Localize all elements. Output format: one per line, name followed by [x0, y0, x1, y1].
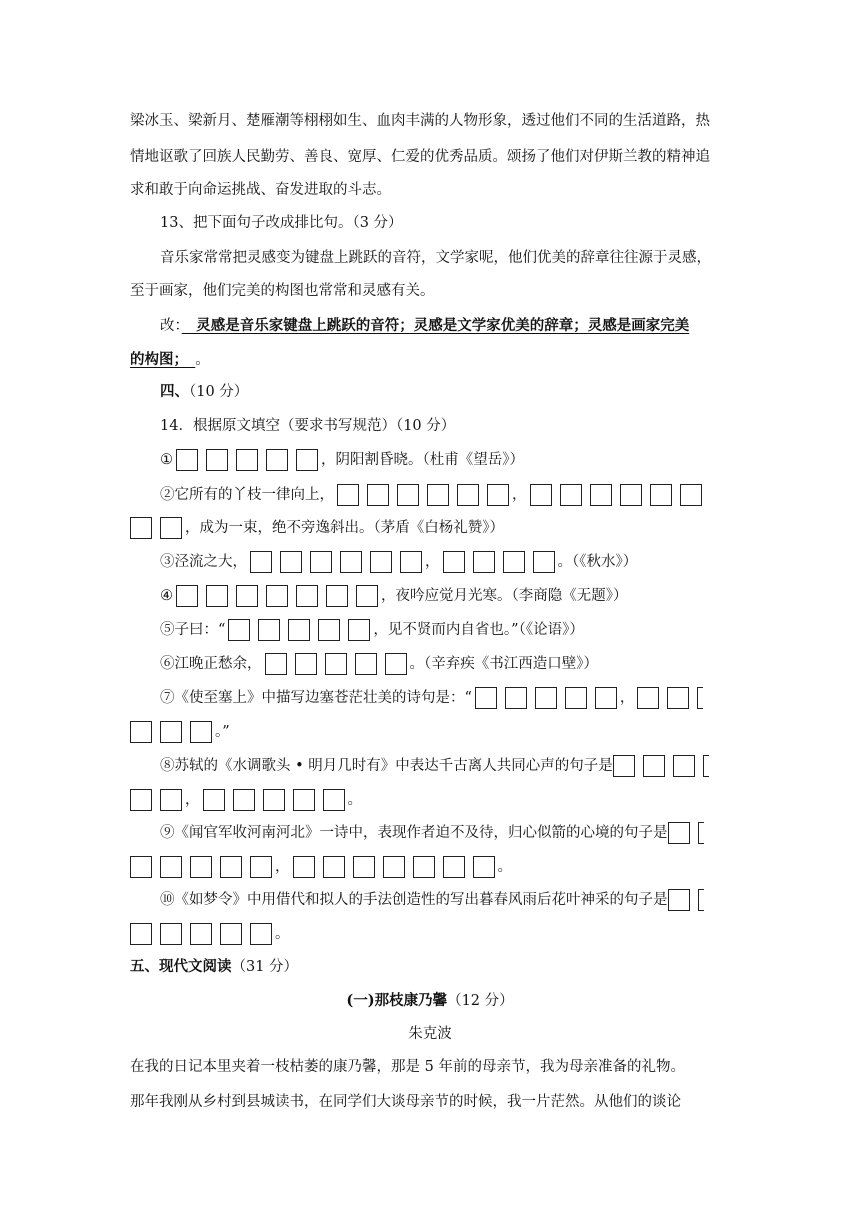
answer-boxes[interactable] — [637, 687, 703, 709]
fill-item-1-prefix: ① — [160, 452, 173, 468]
answer-box[interactable] — [385, 653, 407, 675]
answer-boxes[interactable] — [265, 653, 407, 675]
fill-item-2 — [160, 484, 705, 506]
answer-box[interactable] — [288, 619, 310, 641]
fill-item-5-prefix: ⑤子曰：“ — [160, 622, 226, 638]
intro-line-3: 求和敢于向命运挑战、奋发进取的斗志。 — [130, 182, 391, 198]
q13-answer-line-1 — [160, 316, 689, 336]
article-score: （12 分） — [447, 993, 514, 1009]
answer-box[interactable] — [203, 789, 225, 811]
answer-box[interactable] — [530, 484, 552, 506]
answer-box[interactable] — [340, 551, 362, 573]
section-5-heading — [130, 957, 298, 977]
answer-box[interactable] — [475, 687, 497, 709]
q13-answer-text-2: 的构图； — [130, 351, 196, 368]
answer-box[interactable] — [337, 484, 359, 506]
q14-title: 14．根据原文填空（要求书写规范）（10 分） — [160, 418, 456, 434]
answer-box[interactable] — [560, 484, 582, 506]
fill-item-7-cont — [130, 721, 230, 743]
answer-boxes[interactable] — [228, 619, 370, 641]
answer-boxes[interactable] — [176, 449, 318, 471]
q13-text-line-1: 音乐家常常把灵感变为键盘上跳跃的音符，文学家呢，他们优美的辞章往往源于灵感， — [160, 250, 711, 266]
fill-item-2-suffix: ，成为一束，绝不旁逸斜出。（茅盾《白杨礼赞》） — [185, 520, 504, 536]
answer-box[interactable] — [355, 653, 377, 675]
q13-answer-text-1: 灵感是音乐家键盘上跳跃的音符；灵感是文学家优美的辞章；灵感是画家完美 — [181, 317, 690, 334]
fill-item-9-prefix: ⑨《闻官军收河南河北》一诗中，表现作者迫不及待，归心似箭的心境的句子是 — [160, 825, 668, 841]
answer-box[interactable] — [703, 755, 709, 777]
fill-item-9-suffix: 。 — [497, 859, 512, 875]
answer-box[interactable] — [473, 551, 495, 573]
fill-item-10-prefix: ⑩《如梦令》中用借代和拟人的手法创造性的写出暮春风雨后花叶神采的句子是 — [160, 892, 668, 908]
fill-item-6 — [160, 653, 598, 675]
fill-item-7 — [160, 687, 706, 709]
answer-box[interactable] — [487, 484, 509, 506]
q13-text-line-2: 至于画家，他们完美的构图也常常和灵感有关。 — [130, 283, 435, 299]
answer-boxes[interactable] — [250, 551, 422, 573]
section-5-title: 五、现代文阅读 — [130, 958, 232, 975]
answer-boxes[interactable] — [443, 551, 555, 573]
answer-box[interactable] — [668, 889, 690, 911]
fill-item-7-suffix: 。” — [215, 724, 230, 740]
answer-boxes[interactable] — [130, 789, 182, 811]
answer-box[interactable] — [130, 856, 152, 878]
intro-line-1: 梁冰玉、梁新月、楚雁潮等栩栩如生、血肉丰满的人物形象，透过他们不同的生活道路，热 — [130, 113, 710, 129]
answer-box[interactable] — [295, 653, 317, 675]
fill-item-9-cont — [130, 856, 512, 878]
answer-box[interactable] — [643, 755, 665, 777]
fill-item-3-prefix: ③泾流之大， — [160, 554, 247, 570]
fill-item-8-cont — [130, 789, 362, 811]
answer-box[interactable] — [220, 923, 242, 945]
answer-box[interactable] — [326, 585, 348, 607]
fill-item-6-prefix: ⑥江晚正愁余， — [160, 656, 262, 672]
answer-boxes[interactable] — [130, 721, 212, 743]
answer-box[interactable] — [176, 585, 198, 607]
answer-box[interactable] — [190, 923, 212, 945]
answer-box[interactable] — [698, 822, 704, 844]
fill-item-9-comma: ， — [275, 859, 290, 875]
answer-box[interactable] — [233, 789, 255, 811]
answer-boxes[interactable] — [668, 822, 704, 844]
answer-boxes[interactable] — [130, 923, 272, 945]
answer-boxes[interactable] — [475, 687, 617, 709]
answer-box[interactable] — [160, 856, 182, 878]
answer-box[interactable] — [673, 755, 695, 777]
fill-item-3 — [160, 551, 637, 573]
answer-boxes[interactable] — [530, 484, 702, 506]
answer-box[interactable] — [370, 551, 392, 573]
answer-box[interactable] — [427, 484, 449, 506]
answer-box[interactable] — [176, 449, 198, 471]
fill-item-8 — [160, 755, 712, 777]
answer-boxes[interactable] — [203, 789, 345, 811]
answer-box[interactable] — [250, 551, 272, 573]
fill-item-10 — [160, 889, 707, 911]
answer-box[interactable] — [356, 585, 378, 607]
fill-item-10-cont — [130, 923, 290, 945]
answer-box[interactable] — [280, 551, 302, 573]
answer-box[interactable] — [667, 687, 689, 709]
article-title: (一)那枝康乃馨 — [346, 992, 448, 1009]
answer-boxes[interactable] — [130, 856, 272, 878]
answer-box[interactable] — [293, 789, 315, 811]
answer-box[interactable] — [503, 551, 525, 573]
answer-box[interactable] — [250, 923, 272, 945]
answer-box[interactable] — [130, 923, 152, 945]
answer-box[interactable] — [650, 484, 672, 506]
fill-item-4 — [160, 585, 628, 607]
fill-item-8-prefix: ⑧苏轼的《水调歌头 • 明月几时有》中表达千古离人共同心声的句子是 — [160, 758, 613, 774]
answer-box[interactable] — [220, 856, 242, 878]
answer-boxes[interactable] — [176, 585, 378, 607]
q13-answer-line-2 — [130, 350, 210, 370]
fill-item-8-suffix: 。 — [347, 792, 362, 808]
answer-box[interactable] — [258, 619, 280, 641]
answer-boxes[interactable] — [293, 856, 495, 878]
fill-item-3-suffix: 。（《秋水》） — [557, 554, 638, 570]
article-paragraph-1: 在我的日记本里夹着一枝枯萎的康乃馨，那是 5 年前的母亲节，我为母亲准备的礼物。 — [130, 1059, 685, 1075]
answer-box[interactable] — [383, 856, 405, 878]
answer-box[interactable] — [206, 585, 228, 607]
answer-box[interactable] — [206, 449, 228, 471]
fill-item-7-comma: ， — [619, 690, 635, 706]
answer-box[interactable] — [413, 856, 435, 878]
answer-box[interactable] — [637, 687, 659, 709]
answer-box[interactable] — [668, 822, 690, 844]
fill-item-4-suffix: ，夜吟应觉月光寒。（李商隐《无题》） — [381, 588, 628, 604]
answer-box[interactable] — [353, 856, 375, 878]
q13-answer-end: 。 — [195, 352, 210, 368]
fill-item-1 — [160, 449, 524, 471]
answer-box[interactable] — [160, 517, 182, 539]
q13-answer-label: 改： — [160, 318, 182, 334]
q13-title: 13、把下面句子改成排比句。（3 分） — [160, 215, 403, 231]
answer-box[interactable] — [473, 856, 495, 878]
answer-box[interactable] — [236, 585, 258, 607]
answer-boxes[interactable] — [668, 889, 704, 911]
answer-box[interactable] — [565, 687, 587, 709]
answer-boxes[interactable] — [613, 755, 709, 777]
fill-item-2-prefix: ②它所有的丫枝一律向上， — [160, 487, 334, 503]
answer-box[interactable] — [367, 484, 389, 506]
article-paragraph-2: 那年我刚从乡村到县城读书，在同学们大谈母亲节的时候，我一片茫然。从他们的谈论 — [130, 1094, 681, 1110]
answer-box[interactable] — [265, 653, 287, 675]
answer-box[interactable] — [263, 789, 285, 811]
fill-item-3-comma: ， — [425, 554, 440, 570]
fill-item-6-suffix: 。（辛弃疾《书江西造口壁》） — [409, 656, 598, 672]
fill-item-1-suffix: ，阴阳割昏晓。（杜甫《望岳》） — [321, 452, 524, 468]
answer-box[interactable] — [595, 687, 617, 709]
answer-box[interactable] — [190, 856, 212, 878]
answer-box[interactable] — [266, 585, 288, 607]
answer-box[interactable] — [348, 619, 370, 641]
answer-box[interactable] — [190, 721, 212, 743]
answer-box[interactable] — [698, 889, 704, 911]
answer-box[interactable] — [613, 755, 635, 777]
answer-box[interactable] — [266, 449, 288, 471]
fill-item-2-cont — [130, 517, 504, 539]
answer-box[interactable] — [400, 551, 422, 573]
answer-box[interactable] — [535, 687, 557, 709]
article-title-line — [0, 991, 860, 1011]
fill-item-9 — [160, 822, 707, 844]
answer-box[interactable] — [296, 585, 318, 607]
answer-box[interactable] — [323, 789, 345, 811]
answer-box[interactable] — [160, 789, 182, 811]
fill-item-10-suffix: 。 — [275, 926, 290, 942]
fill-item-8-comma: ， — [185, 792, 200, 808]
intro-line-2: 情地讴歌了回族人民勤劳、善良、宽厚、仁爱的优秀品质。颂扬了他们对伊斯兰教的精神追 — [130, 149, 710, 165]
answer-box[interactable] — [293, 856, 315, 878]
answer-box[interactable] — [457, 484, 479, 506]
section-4-score: （10 分） — [189, 384, 249, 400]
answer-box[interactable] — [318, 619, 340, 641]
answer-box[interactable] — [323, 856, 345, 878]
answer-box[interactable] — [505, 687, 527, 709]
section-5-score: （31 分） — [231, 959, 299, 975]
answer-box[interactable] — [443, 551, 465, 573]
answer-box[interactable] — [236, 449, 258, 471]
fill-item-5-suffix: ，见不贤而内自省也。”（《论语》） — [373, 622, 584, 638]
fill-item-5 — [160, 619, 584, 641]
answer-box[interactable] — [533, 551, 555, 573]
answer-boxes[interactable] — [130, 517, 182, 539]
section-4-title: 四、 — [160, 383, 189, 400]
answer-box[interactable] — [620, 484, 642, 506]
article-author: 朱克波 — [408, 1026, 452, 1042]
fill-item-4-prefix: ④ — [160, 588, 173, 604]
answer-box[interactable] — [228, 619, 250, 641]
answer-box[interactable] — [697, 687, 703, 709]
answer-box[interactable] — [160, 721, 182, 743]
answer-box[interactable] — [160, 923, 182, 945]
answer-box[interactable] — [590, 484, 612, 506]
answer-box[interactable] — [325, 653, 347, 675]
answer-box[interactable] — [310, 551, 332, 573]
fill-item-2-comma: ， — [512, 487, 527, 503]
answer-box[interactable] — [680, 484, 702, 506]
answer-box[interactable] — [130, 721, 152, 743]
answer-box[interactable] — [250, 856, 272, 878]
section-4-heading — [160, 382, 248, 402]
answer-box[interactable] — [296, 449, 318, 471]
answer-box[interactable] — [130, 789, 152, 811]
answer-box[interactable] — [130, 517, 152, 539]
answer-boxes[interactable] — [337, 484, 509, 506]
fill-item-7-prefix: ⑦《使至塞上》中描写边塞苍茫壮美的诗句是：“ — [160, 690, 472, 706]
answer-box[interactable] — [443, 856, 465, 878]
answer-box[interactable] — [397, 484, 419, 506]
